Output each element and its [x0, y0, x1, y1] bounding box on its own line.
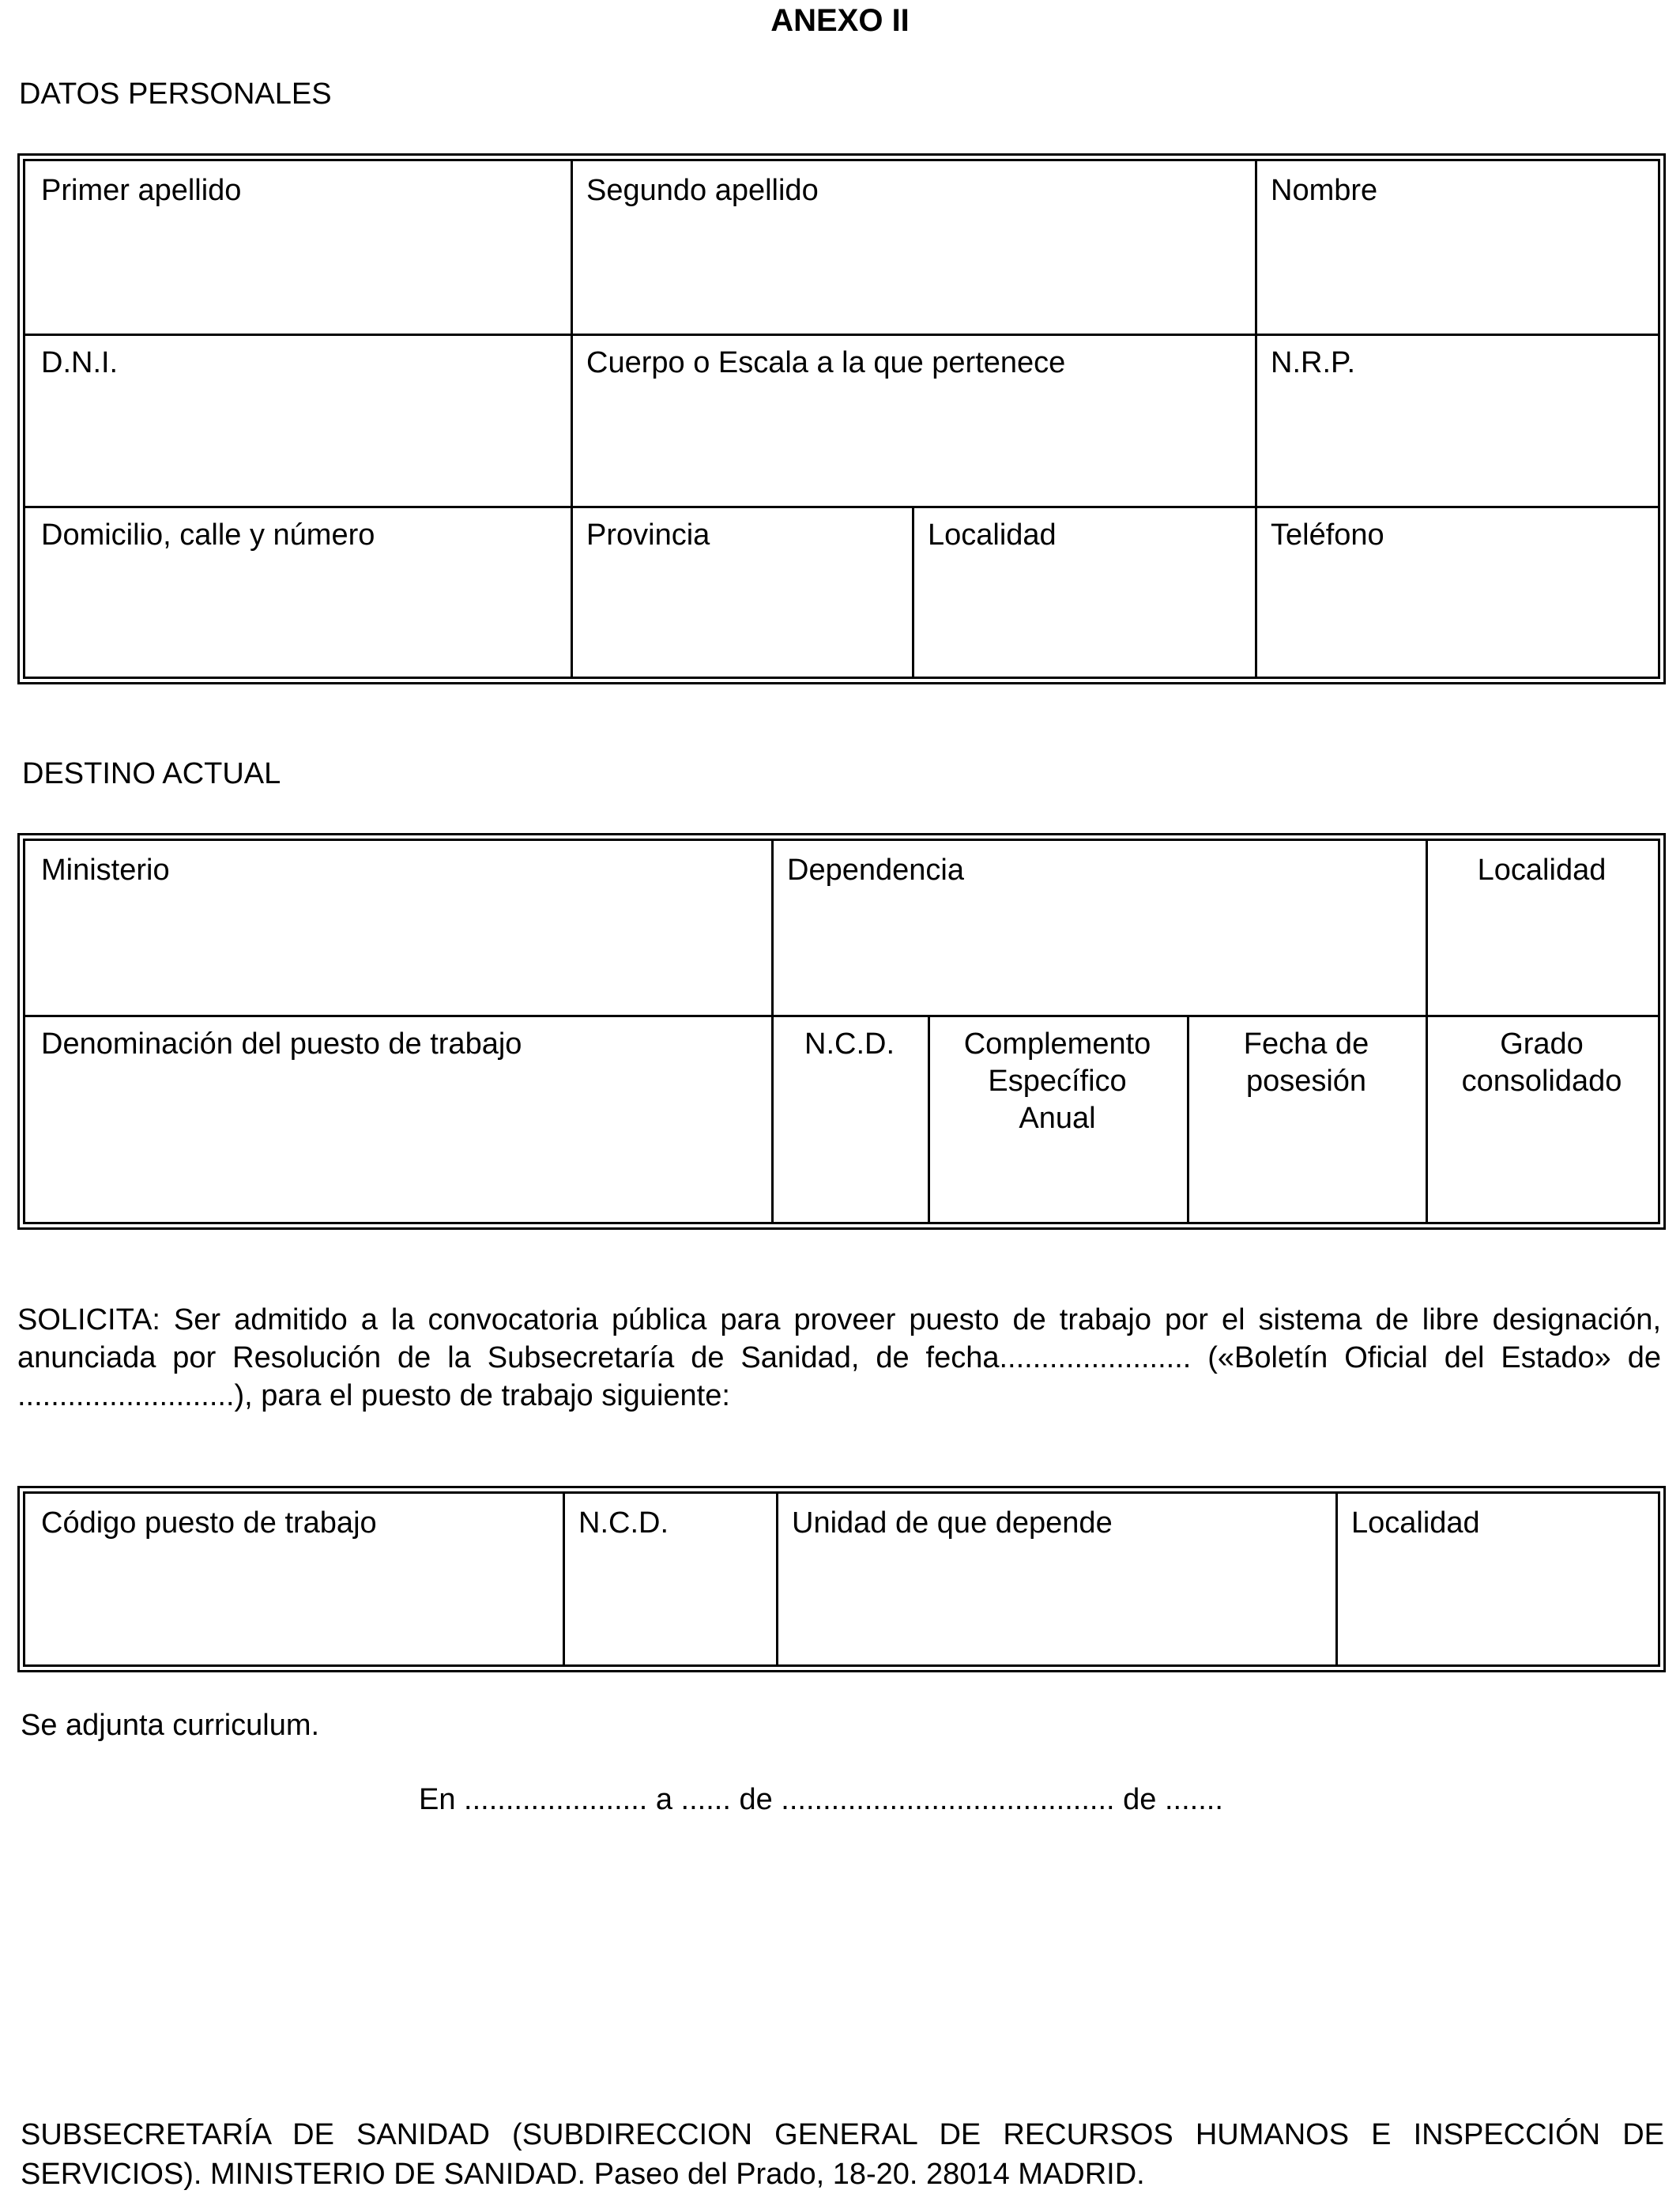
complemento-line: Específico	[988, 1065, 1127, 1098]
adjunta-curriculum-text: Se adjunta curriculum.	[21, 1709, 320, 1742]
destino-actual-table	[17, 833, 1666, 1230]
field-ministerio[interactable]: Ministerio	[41, 854, 170, 887]
solicita-paragraph	[17, 1301, 1661, 1415]
field-puesto-ncd[interactable]: N.C.D.	[578, 1506, 669, 1540]
field-provincia[interactable]: Provincia	[586, 518, 710, 552]
grado-line: consolidado	[1461, 1065, 1622, 1098]
field-dependencia[interactable]: Dependencia	[787, 854, 964, 887]
fecha-line: posesión	[1245, 1065, 1367, 1098]
page-title: ANEXO II	[770, 3, 910, 38]
footer-address	[21, 2115, 1664, 2194]
date-place-line: En ...................... a ...... de ........................................ de .......	[419, 1783, 1223, 1816]
puesto-solicitado-table	[17, 1486, 1666, 1672]
field-nrp[interactable]: N.R.P.	[1271, 346, 1356, 379]
section-heading-datos-personales: DATOS PERSONALES	[19, 77, 332, 111]
field-codigo-puesto[interactable]: Código puesto de trabajo	[41, 1506, 377, 1540]
field-destino-localidad[interactable]: Localidad	[1477, 854, 1607, 887]
field-localidad[interactable]: Localidad	[928, 518, 1057, 552]
field-dni[interactable]: D.N.I.	[41, 346, 119, 379]
complemento-line: Anual	[1019, 1102, 1096, 1135]
field-segundo-apellido[interactable]: Segundo apellido	[586, 174, 819, 207]
solicita-line: SOLICITA: Ser admitido a la convocatoria pública para proveer puesto de trabajo por el sistema de libre designación,	[17, 1303, 1661, 1336]
field-fecha-posesion[interactable]	[1187, 1015, 1426, 1222]
footer-line: SUBSECRETARÍA DE SANIDAD (SUBDIRECCION GENERAL DE RECURSOS HUMANOS E INSPECCIÓN DE	[21, 2118, 1664, 2151]
field-primer-apellido[interactable]: Primer apellido	[41, 174, 242, 207]
grado-line: Grado	[1500, 1027, 1584, 1061]
solicita-line: anunciada por Resolución de la Subsecretaría de Sanidad, de fecha....................... («Boletín Oficial del Estado» de	[17, 1341, 1661, 1374]
fecha-line: Fecha de	[1243, 1027, 1369, 1061]
solicita-line: ..........................), para el puesto de trabajo siguiente:	[17, 1379, 730, 1412]
field-puesto-localidad[interactable]: Localidad	[1351, 1506, 1480, 1540]
field-complemento-especifico[interactable]	[928, 1015, 1187, 1222]
field-grado-consolidado[interactable]	[1426, 1015, 1658, 1222]
field-nombre[interactable]: Nombre	[1271, 174, 1378, 207]
field-domicilio[interactable]: Domicilio, calle y número	[41, 518, 375, 552]
field-telefono[interactable]: Teléfono	[1271, 518, 1384, 552]
field-denominacion-puesto[interactable]: Denominación del puesto de trabajo	[41, 1027, 522, 1061]
section-heading-destino-actual: DESTINO ACTUAL	[22, 757, 281, 790]
field-ncd[interactable]: N.C.D.	[804, 1027, 895, 1061]
footer-line: SERVICIOS). MINISTERIO DE SANIDAD. Paseo del Prado, 18-20. 28014 MADRID.	[21, 2158, 1145, 2191]
complemento-line: Complemento	[963, 1027, 1151, 1061]
field-unidad-depende[interactable]: Unidad de que depende	[792, 1506, 1113, 1540]
field-cuerpo-escala[interactable]: Cuerpo o Escala a la que pertenece	[586, 346, 1066, 379]
personal-data-table	[17, 153, 1666, 684]
